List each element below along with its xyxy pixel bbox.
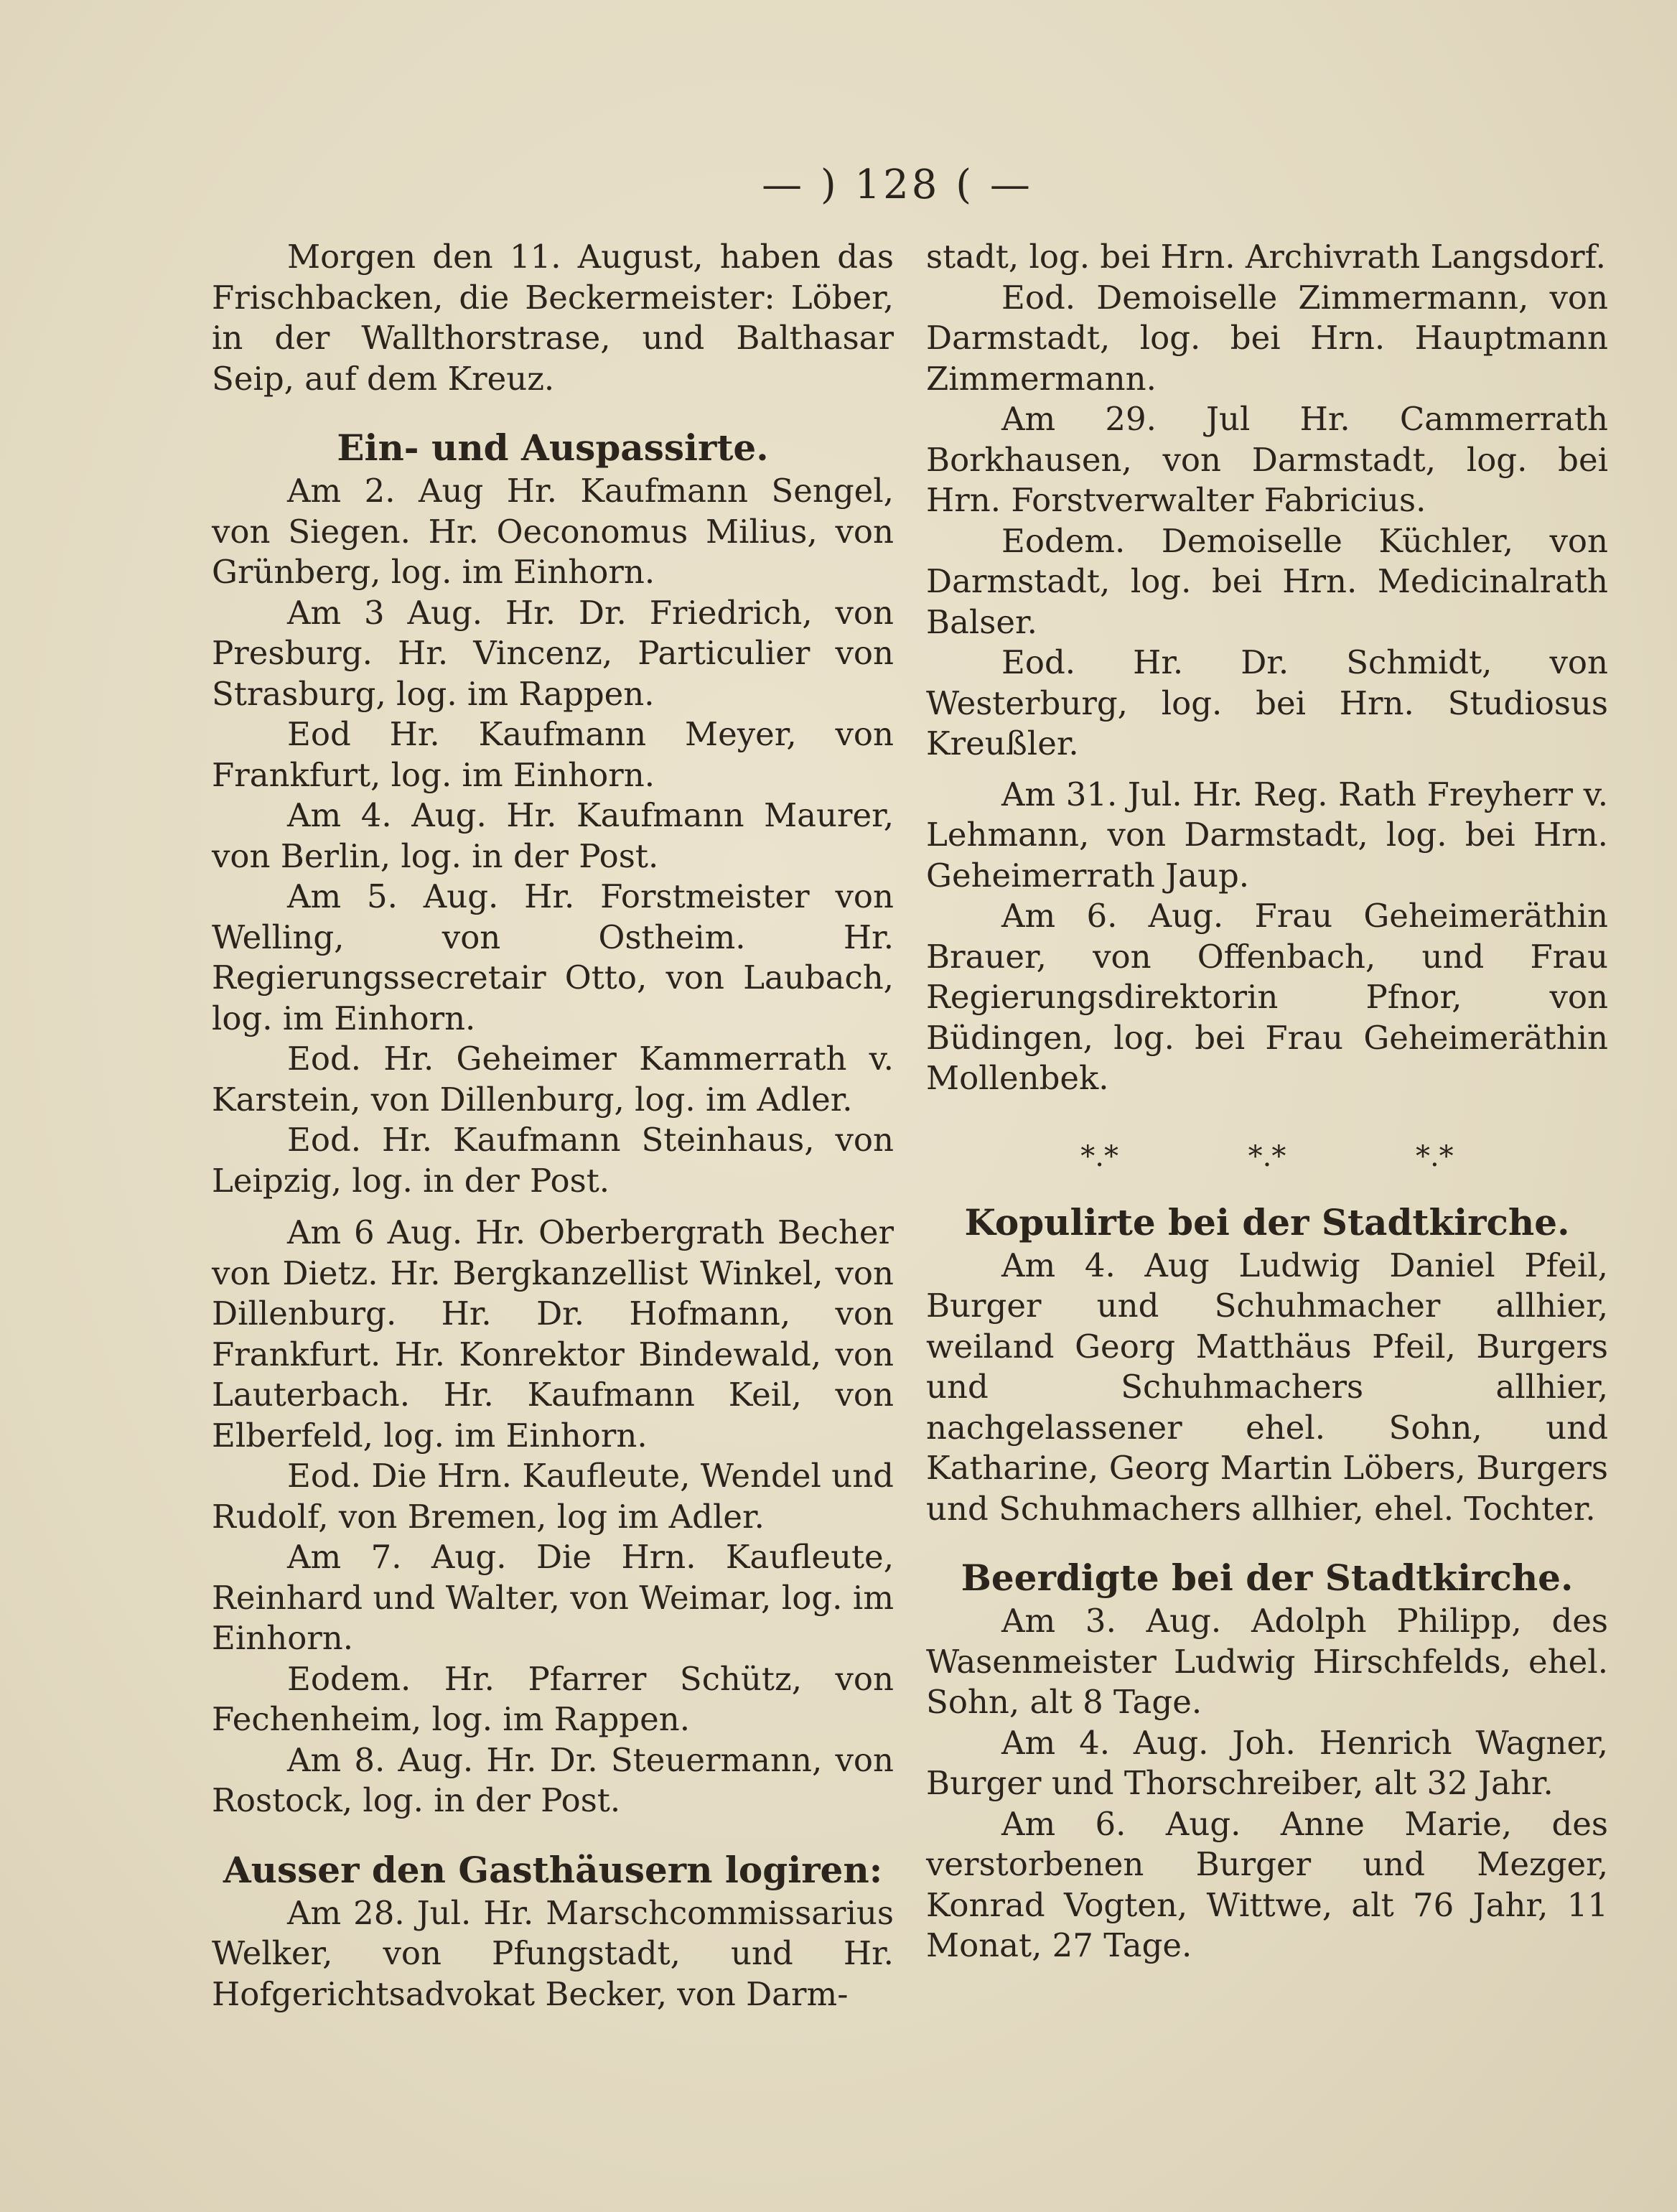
- arrival-entry: Am 7. Aug. Die Hrn. Kaufleute, Reinhard und Walter, von Weimar, log. im Einhorn.: [212, 1538, 894, 1657]
- page-number: — ) 128 ( —: [762, 162, 1033, 208]
- bakery-notice: Morgen den 11. August, haben das Frischbacken, die Beckermeister: Löber, in der Wallthorstrase, und Balthasar Seip, auf dem Kreuz.: [212, 238, 894, 398]
- asterism-ornament: *.*: [1080, 1139, 1119, 1173]
- asterism-ornament: *.*: [1248, 1139, 1286, 1173]
- arrival-entry: Am 4. Aug. Hr. Kaufmann Maurer, von Berlin, log. in der Post.: [212, 796, 894, 875]
- lodging-entry: Am 31. Jul. Hr. Reg. Rath Freyherr v. Lehmann, von Darmstadt, log. bei Hrn. Geheimerrath Jaup.: [926, 775, 1608, 895]
- lodging-entry: Eod. Demoiselle Zimmermann, von Darmstadt, log. bei Hrn. Hauptmann Zimmermann.: [926, 278, 1608, 398]
- asterism-ornament: *.*: [1415, 1139, 1454, 1173]
- marriage-entry: Am 4. Aug Ludwig Daniel Pfeil, Burger und Schuhmacher allhier, weiland Georg Matthäus Pfeil, Burgers und Schuhmachers allhier, nachgelassener ehel. Sohn, und Katharine, Georg Martin Löbers, Burgers und Schuhmachers allhier, ehel. Tochter.: [926, 1246, 1608, 1528]
- marriages-heading: Kopulirte bei der Stadtkirche.: [964, 1200, 1570, 1243]
- burial-entry: Am 4. Aug. Joh. Henrich Wagner, Burger und Thorschreiber, alt 32 Jahr.: [926, 1723, 1608, 1802]
- lodging-entry: Am 28. Jul. Hr. Marschcommissarius Welker, von Pfungstadt, und Hr. Hofgerichtsadvokat Becker, von Darm-: [212, 1893, 894, 2013]
- burials-heading: Beerdigte bei der Stadtkirche.: [961, 1557, 1574, 1599]
- arrivals-heading: Ein- und Auspassirte.: [337, 426, 769, 469]
- arrival-entry: Am 8. Aug. Hr. Dr. Steuermann, von Rostock, log. in der Post.: [212, 1740, 894, 1819]
- arrival-entry: Eod. Hr. Geheimer Kammerrath v. Karstein, von Dillenburg, log. im Adler.: [212, 1040, 894, 1119]
- arrival-entry: Eodem. Hr. Pfarrer Schütz, von Fechenheim, log. im Rappen.: [212, 1659, 894, 1738]
- arrival-entry: Am 3 Aug. Hr. Dr. Friedrich, von Presburg. Hr. Vincenz, Particulier von Strasburg, log. im Rappen.: [212, 593, 894, 713]
- arrival-entry: Am 6 Aug. Hr. Oberbergrath Becher von Dietz. Hr. Bergkanzellist Winkel, von Dillenburg. Hr. Dr. Hofmann, von Frankfurt. Hr. Konrektor Bindewald, von Lauterbach. Hr. Kaufmann Keil, von Elberfeld, log. im Einhorn.: [212, 1213, 894, 1455]
- left-column: [212, 237, 894, 2015]
- lodging-entry: Am 29. Jul Hr. Cammerrath Borkhausen, von Darmstadt, log. bei Hrn. Forstverwalter Fabricius.: [926, 400, 1608, 519]
- section-divider: [1016, 1128, 1518, 1185]
- arrival-entry: Eod Hr. Kaufmann Meyer, von Frankfurt, log. im Einhorn.: [212, 715, 894, 794]
- private-lodging-heading: Ausser den Gasthäusern logiren:: [223, 1848, 883, 1891]
- lodging-entry: Eodem. Demoiselle Küchler, von Darmstadt, log. bei Hrn. Medicinalrath Balser.: [926, 521, 1608, 641]
- lodging-entry: Am 6. Aug. Frau Geheimeräthin Brauer, von Offenbach, und Frau Regierungsdirektorin Pfnor, von Büdingen, log. bei Frau Geheimeräthin Mollenbek.: [926, 897, 1608, 1097]
- arrival-entry: Eod. Die Hrn. Kaufleute, Wendel und Rudolf, von Bremen, log im Adler.: [212, 1457, 894, 1536]
- lodging-entry: Eod. Hr. Dr. Schmidt, von Westerburg, log. bei Hrn. Studiosus Kreußler.: [926, 643, 1608, 762]
- burial-entry: Am 3. Aug. Adolph Philipp, des Wasenmeister Ludwig Hirschfelds, ehel. Sohn, alt 8 Tage.: [926, 1602, 1608, 1721]
- burial-entry: Am 6. Aug. Anne Marie, des verstorbenen Burger und Mezger, Konrad Vogten, Wittwe, alt 76 Jahr, 11 Monat, 27 Tage.: [926, 1804, 1608, 1964]
- right-column: [926, 237, 1608, 1966]
- arrival-entry: Am 2. Aug Hr. Kaufmann Sengel, von Siegen. Hr. Oeconomus Milius, von Grünberg, log. im Einhorn.: [212, 472, 894, 591]
- lodging-entry-continued: stadt, log. bei Hrn. Archivrath Langsdorf.: [926, 238, 1606, 276]
- arrival-entry: Am 5. Aug. Hr. Forstmeister von Welling, von Ostheim. Hr. Regierungssecretair Otto, von Laubach, log. im Einhorn.: [212, 877, 894, 1037]
- arrival-entry: Eod. Hr. Kaufmann Steinhaus, von Leipzig, log. in der Post.: [212, 1121, 894, 1200]
